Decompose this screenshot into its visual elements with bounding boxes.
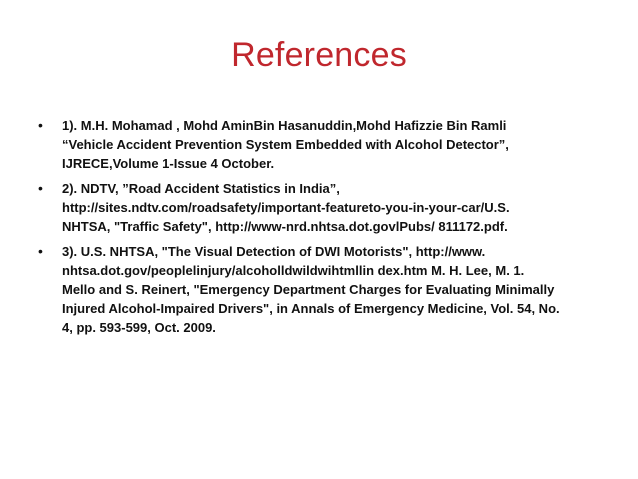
- reference-item-1: [38, 116, 608, 173]
- reference-line: Injured Alcohol-Impaired Drivers", in Annals of Emergency Medicine, Vol. 54, No.: [62, 301, 560, 316]
- reference-line: 4, pp. 593-599, Oct. 2009.: [62, 320, 216, 335]
- reference-line: 2). NDTV, ”Road Accident Statistics in India”,: [62, 181, 340, 196]
- bullet-icon: •: [38, 117, 43, 133]
- slide-title: References: [231, 36, 407, 74]
- reference-line: NHTSA, "Traffic Safety", http://www-nrd.nhtsa.dot.govlPubs/ 811172.pdf.: [62, 219, 508, 234]
- bullet-icon: •: [38, 180, 43, 196]
- bullet-icon: •: [38, 243, 43, 259]
- reference-item-3: [38, 242, 608, 337]
- reference-line: IJRECE,Volume 1-Issue 4 October.: [62, 156, 275, 171]
- reference-line: Mello and S. Reinert, "Emergency Department Charges for Evaluating Minimally: [62, 282, 555, 297]
- reference-item-2: [38, 179, 608, 236]
- references-list: [38, 116, 608, 343]
- reference-line: 3). U.S. NHTSA, "The Visual Detection of DWI Motorists", http://www.: [62, 244, 486, 259]
- reference-line: nhtsa.dot.gov/peoplelinjury/alcoholldwildwihtmllin dex.htm M. H. Lee, M. 1.: [62, 263, 525, 278]
- reference-line: “Vehicle Accident Prevention System Embedded with Alcohol Detector”,: [62, 137, 509, 152]
- reference-line: 1). M.H. Mohamad , Mohd AminBin Hasanuddin,Mohd Hafizzie Bin Ramli: [62, 118, 507, 133]
- reference-line: http://sites.ndtv.com/roadsafety/important-featureto-you-in-your-car/U.S.: [62, 200, 510, 215]
